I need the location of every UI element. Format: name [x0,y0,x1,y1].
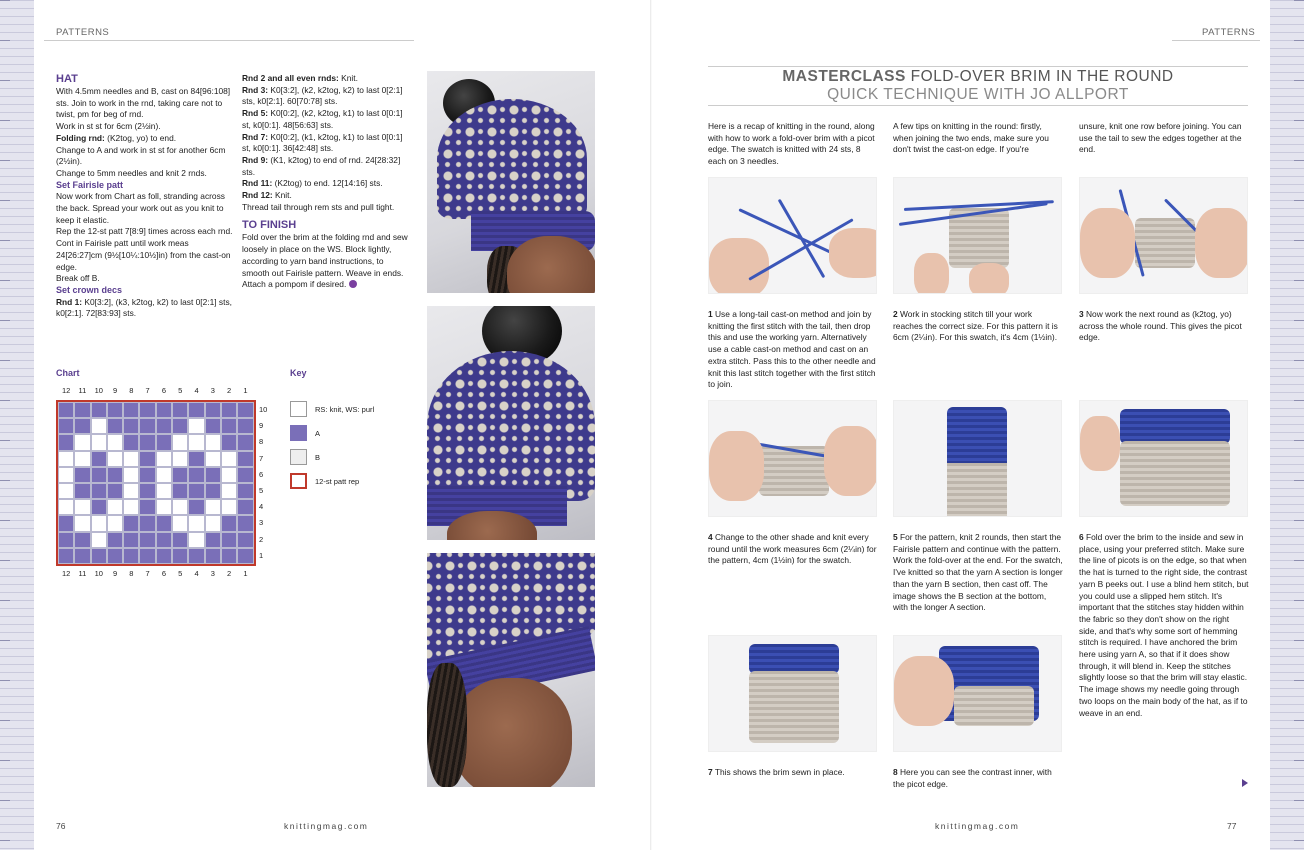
chart-cell [74,467,90,483]
chart-cell [205,483,221,499]
chart-cell [123,499,139,515]
chart-cell [91,434,107,450]
chart-cell [123,451,139,467]
chart-row-number: 10 [259,405,268,414]
rnd-12: Rnd 12: Knit. [242,190,292,201]
crown-title: Set crown decs [56,284,123,295]
fairisle-title: Set Fairisle patt [56,179,124,190]
thread-instruction: Thread tail through rem sts and pull tight. [242,201,395,212]
chart-cell [221,532,237,548]
rnd-11: Rnd 11: (K2tog) to end. 12[14:16] sts. [242,178,383,189]
chart-cell [139,483,155,499]
chart-cell [172,451,188,467]
chart-cell [58,515,74,531]
chart-cell [107,418,123,434]
header-rule-right [1172,40,1260,41]
chart-cell [205,418,221,434]
chart-cell [58,418,74,434]
header-rule [44,40,414,41]
chart-col-number: 9 [112,386,118,395]
hat-p2: Work in st st for 6cm (2½in). [56,121,161,132]
key-swatch-a [290,425,307,441]
chart-col-number: 11 [78,569,87,578]
hat-p8: Break off B. [56,273,100,284]
chart-cell [205,532,221,548]
step-6-caption: 6 Fold over the brim to the inside and sew in place, using your preferred stitch. Make sure the line of picots is on the edge, so that when the hat is turned to the right side, the contrast yarn B peeks out. I use a blind hem stitch, but you could use a slipped hem stitch. It's important that the stitches stay hidden within the fabric so they don't show on the right side, and that's why some sort of hemming stitch is required. I have anchored the brim here using yarn A, so that if it does show through, it will blend in. Keep the stitches slightly loose so that the brim will stay elastic. The image shows my needle going through two loops on the main body of the hat, as if to weave in an end. [1079,532,1249,718]
key-title: Key [290,368,307,378]
chart-col-number: 3 [210,386,215,395]
chart-cell [156,467,172,483]
hat-photo-1 [427,71,595,293]
yarn-ball-icon [349,280,357,288]
hat-instructions [56,73,234,320]
chart-cell [58,532,74,548]
chart-cell [172,418,188,434]
hat-photo-3 [427,553,595,787]
chart-col-number: 11 [78,386,87,395]
hat-p4: Change to 5mm needles and knit 2 rnds. [56,167,207,178]
chart-cell [156,532,172,548]
chart-col-number: 12 [61,386,71,395]
chart-cell [221,418,237,434]
chart-cell [139,515,155,531]
chart-cell [139,451,155,467]
crown-instructions [242,73,408,291]
chart-cell [156,451,172,467]
step-6-photo [1079,400,1248,517]
step-5-caption: 5 For the pattern, knit 2 rounds, then start the Fairisle pattern and continue with the pattern. Work the fold-over at the end. For the swatch, I've knitted so that the yarn A section is longer than the yarn B section, then cast off. The image shows the B section at the bottom, with the longer A section. [893,532,1063,613]
chart-cell [188,499,204,515]
step-3-caption: 3 Now work the next round as (k2tog, yo) across the whole round. This gives the picot edge. [1079,309,1242,343]
chart-cell [74,418,90,434]
chart-col-number: 1 [243,569,248,578]
chart-col-numbers-bottom [58,569,254,578]
chart-col-number: 4 [194,386,199,395]
chart-cell [139,499,155,515]
continue-arrow-icon [1242,779,1248,787]
chart-col-number: 4 [194,569,199,578]
chart-cell [58,483,74,499]
chart-cell [205,451,221,467]
chart-cell [74,483,90,499]
step-3-photo [1079,177,1248,294]
chart-cell [58,467,74,483]
finish-title: TO FINISH [242,219,297,232]
rnd-5: Rnd 5: K0[0:2], (k2, k2tog, k1) to last 0[0:1] st, k0[0:1]. 48[56:63] sts. [242,108,403,130]
chart-cell [188,532,204,548]
chart-cell [74,499,90,515]
chart-cell [123,402,139,418]
chart-cell [205,434,221,450]
chart-cell [221,451,237,467]
chart-cell [91,499,107,515]
chart-cell [188,451,204,467]
chart-cell [139,467,155,483]
chart-cell [58,402,74,418]
key-item-rep: 12-st patt rep [290,473,359,489]
chart-cell [221,402,237,418]
chart-cell [237,548,253,564]
chart-cell [156,418,172,434]
chart-cell [237,532,253,548]
step-5-photo [893,400,1062,517]
chart-cell [221,515,237,531]
chart-cell [237,402,253,418]
chart-cell [74,402,90,418]
chart-cell [156,499,172,515]
chart-cell [74,548,90,564]
colorwork-chart [56,400,256,566]
chart-cell [188,548,204,564]
chart-cell [123,467,139,483]
intro-col-3: unsure, knit one row before joining. You can use the tail to sew the edges together at the end. [1079,121,1242,155]
intro-col-2: A few tips on knitting in the round: firstly, when joining the two ends, make sure you don't twist the cast-on edge. If you're [893,121,1049,155]
section-label-right: PATTERNS [1202,27,1256,38]
chart-cell [139,548,155,564]
chart-cell [107,499,123,515]
title-rule-bottom [708,105,1248,106]
hat-p3: Change to A and work in st st for another 6cm (2½in). [56,144,226,167]
chart-col-number: 7 [145,386,150,395]
title-rule-top [708,66,1248,67]
chart-cell [205,548,221,564]
section-label: PATTERNS [56,27,110,38]
chart-row-number: 3 [259,518,264,528]
finish-text: Fold over the brim at the folding rnd and sew loosely in place on the WS. Block lightly, according to yarn band instructions, to smooth out Fairisle pattern. Weave in ends. Attach a pompom if desired. [242,232,408,290]
chart-cell [91,483,107,499]
chart-cell [172,548,188,564]
chart-cell [205,467,221,483]
chart-cell [237,418,253,434]
chart-cell [91,548,107,564]
rnd-2: Rnd 2 and all even rnds: Knit. [242,73,358,83]
ruler-left [0,0,34,850]
chart-cell [188,418,204,434]
chart-cell [172,499,188,515]
step-4-caption: 4 Change to the other shade and knit every round until the work measures 6cm (2¼in) for the pattern, 4cm (1½in) for the swatch. [708,532,877,566]
chart-cell [123,483,139,499]
chart-col-number: 3 [210,569,215,578]
chart-col-number: 5 [178,386,183,395]
masterclass-subtitle: QUICK TECHNIQUE WITH JO ALLPORT [827,86,1129,103]
chart-cell [172,434,188,450]
step-2-photo [893,177,1062,294]
chart-cell [107,548,123,564]
step-1-photo [708,177,877,294]
chart-cell [107,483,123,499]
chart-cell [237,483,253,499]
footer-right: knittingmag.com [935,821,1020,831]
chart-cell [221,434,237,450]
hat-p5: Now work from Chart as foll, stranding across the back. Spread your work out as you knit to keep it elastic. [56,191,225,225]
chart-row-number: 5 [259,485,264,495]
chart-cell [237,434,253,450]
chart-col-number: 6 [161,386,167,395]
chart-cell [221,499,237,515]
chart-col-number: 5 [178,569,183,578]
folding-rnd: Folding rnd: (K2tog, yo) to end. [56,132,177,143]
chart-cell [237,499,253,515]
masterclass-title: MASTERCLASS FOLD-OVER BRIM IN THE ROUND QUICK TECHNIQUE WITH JO ALLPORT [708,68,1248,104]
chart-cell [58,499,74,515]
chart-cell [123,418,139,434]
chart-cell [58,434,74,450]
chart-cell [139,434,155,450]
chart-cell [156,515,172,531]
chart-cell [139,532,155,548]
chart-cell [156,402,172,418]
chart-cell [188,483,204,499]
chart-cell [139,418,155,434]
chart-cell [107,434,123,450]
chart-cell [221,483,237,499]
chart-cell [58,451,74,467]
chart-col-number: 6 [161,569,167,578]
left-page [34,0,652,850]
hat-title: HAT [56,73,78,85]
chart-col-number: 12 [61,569,71,578]
key-swatch-knit [290,401,307,417]
hat-p7: Cont in Fairisle patt until work meas 24[26:27]cm (9½[10¼:10½]in) from the cast-on edge. [56,238,231,272]
chart-col-numbers-top [58,386,254,395]
rnd-3: Rnd 3: K0[3:2], (k2, k2tog, k2) to last 0[2:1] sts, k0[2:1]. 60[70:78] sts. [242,84,403,107]
chart-cell [123,515,139,531]
chart-cell [237,467,253,483]
chart-cell [91,515,107,531]
chart-col-number: 7 [145,569,150,578]
rnd-7: Rnd 7: K0[0:2], (k1, k2tog, k1) to last 0[0:1] st, k0[0:1]. 36[42:48] sts. [242,131,403,154]
chart-cell [188,402,204,418]
chart-cell [172,483,188,499]
chart-cell [156,483,172,499]
step-2-caption: 2 Work in stocking stitch till your work reaches the correct size. For this pattern it is 6cm (2¼in). For this swatch, it's 4cm (1½in). [893,309,1058,343]
chart-cell [237,451,253,467]
intro-col-1: Here is a recap of knitting in the round, along with how to work a fold-over brim with a picot edge. The swatch is knitted with 24 sts, 8 each on 3 needles. [708,121,875,167]
chart-cell [205,515,221,531]
chart-cell [107,402,123,418]
chart-cell [205,402,221,418]
chart-col-number: 8 [129,386,134,395]
hat-p1: With 4.5mm needles and B, cast on 84[96:108] sts. Join to work in the rnd, taking care not to twist, pm for beg of rnd. [56,86,231,120]
chart-cell [123,548,139,564]
step-1-caption: 1 Use a long-tail cast-on method and join by knitting the first stitch with the tail, then drop this and use the working yarn. Alternatively use a cable cast-on method and cast on an extra stitch. Pass this to the other needle and knit this last stitch together with the first stitch to join. [708,309,876,390]
chart-cell [74,451,90,467]
chart-cell [58,548,74,564]
chart-col-number: 2 [227,386,232,395]
chart-row-number: 7 [259,453,264,463]
chart-cell [172,532,188,548]
chart-cell [91,402,107,418]
chart-cell [188,434,204,450]
step-8-caption: 8 Here you can see the contrast inner, with the picot edge. [893,767,1052,789]
chart-cell [91,451,107,467]
right-page [652,0,1270,850]
chart-cell [123,532,139,548]
rnd-9: Rnd 9: (K1, k2tog) to end of rnd. 24[28:32] sts. [242,154,401,177]
step-7-photo [708,635,877,752]
chart-cell [172,467,188,483]
key-item-a: A [290,425,320,441]
chart-cell [156,434,172,450]
chart-col-number: 2 [227,569,232,578]
chart-col-number: 8 [129,569,134,578]
step-8-photo [893,635,1062,752]
chart-cell [91,532,107,548]
chart-row-number: 8 [259,437,264,447]
chart-cell [156,548,172,564]
step-7-caption: 7 This shows the brim sewn in place. [708,767,845,777]
key-item-knit: RS: knit, WS: purl [290,401,374,417]
chart-cell [123,434,139,450]
chart-cell [74,515,90,531]
hat-photo-2 [427,306,595,540]
chart-cell [237,515,253,531]
chart-row-number: 4 [259,502,264,512]
chart-cell [139,402,155,418]
chart-cell [172,402,188,418]
chart-col-number: 10 [94,386,103,395]
ruler-right [1270,0,1304,850]
chart-cell [205,499,221,515]
key-swatch-rep [290,473,307,489]
chart-cell [221,467,237,483]
chart-row-number: 9 [259,421,264,431]
chart-cell [107,515,123,531]
key-swatch-b [290,449,307,465]
chart-col-number: 10 [94,569,103,578]
chart-col-number: 1 [243,386,248,395]
chart-cell [107,532,123,548]
chart-row-number: 1 [259,550,264,560]
page-number-right: 77 [1227,821,1237,831]
page-number-left: 76 [56,821,66,831]
chart-title: Chart [56,368,80,378]
chart-cell [188,467,204,483]
chart-cell [107,467,123,483]
chart-row-number: 2 [259,534,264,544]
hat-p6: Rep the 12-st patt 7[8:9] times across each rnd. [56,226,233,237]
chart-cell [172,515,188,531]
chart-cell [74,532,90,548]
chart-cell [107,451,123,467]
chart-col-number: 9 [112,569,118,578]
chart-cell [221,548,237,564]
footer-left: knittingmag.com [284,821,369,831]
chart-cell [91,418,107,434]
key-item-b: B [290,449,320,465]
step-4-photo [708,400,877,517]
rnd-1: Rnd 1: K0[3:2], (k3, k2tog, k2) to last 0[2:1] sts, k0[2:1]. 72[83:93] sts. [56,296,232,319]
chart-row-numbers [259,402,267,564]
chart-cell [91,467,107,483]
chart-row-number: 6 [259,469,264,479]
chart-cell [188,515,204,531]
chart-cell [74,434,90,450]
